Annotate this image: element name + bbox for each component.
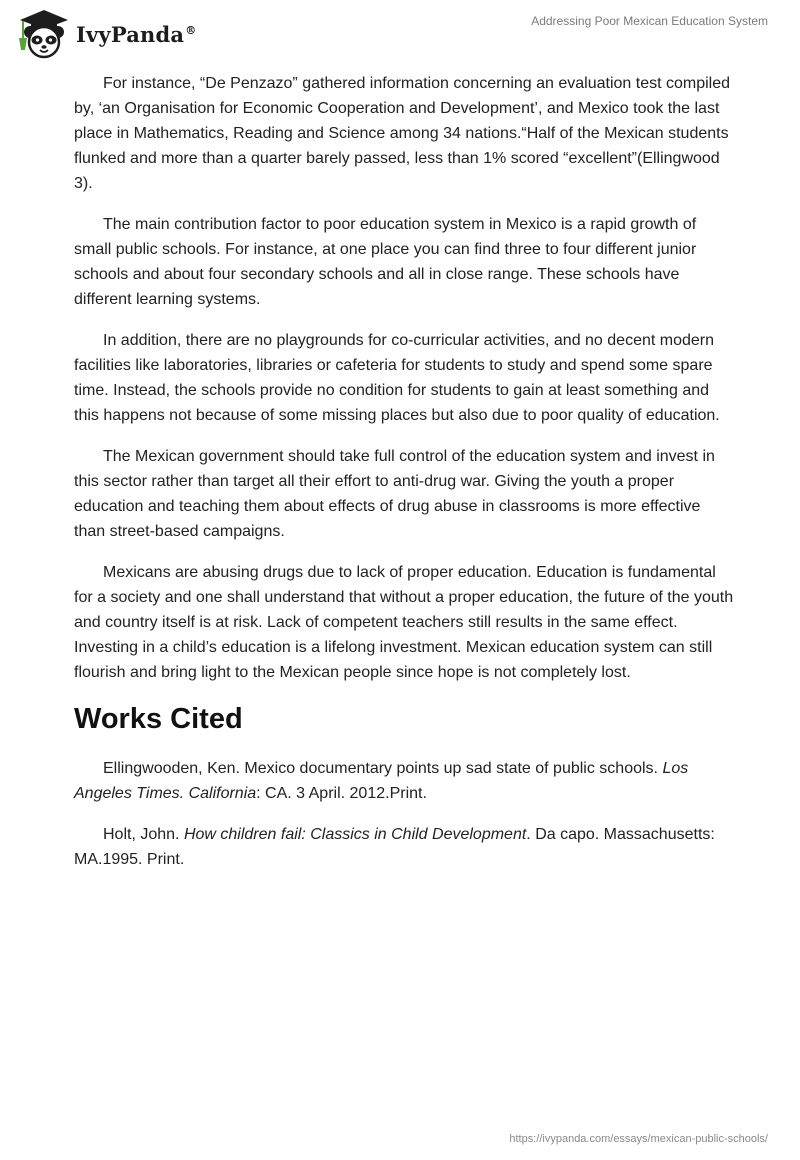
citation-entry [74,822,734,872]
essay-content [74,71,734,888]
citation-text: Ellingwooden, Ken. Mexico documentary points up sad state of public schools. [103,760,663,777]
body-paragraph: The main contribution factor to poor education system in Mexico is a rapid growth of small public schools. For instance, at one place you can find three to four different junior schools and about four secondary schools and all in close range. These schools have different learning systems. [74,216,697,308]
citation-entry [74,756,734,806]
citation-text: Holt, John. [103,826,184,843]
panda-graduate-icon [16,8,72,60]
source-url[interactable]: https://ivypanda.com/essays/mexican-public-schools/ [509,1133,768,1145]
works-cited-heading: Works Cited [74,703,243,735]
citation-source-title: Los Angeles Times. California [74,760,689,802]
citation-text: . Da capo. Massachusetts: MA.1995. Print. [74,826,715,868]
ivypanda-logo[interactable] [16,8,196,60]
page-header [0,0,800,70]
brand-name: IvyPanda® [76,21,197,47]
body-paragraph: The Mexican government should take full control of the education system and invest in this sector rather than target all their effort to anti-drug war. Giving the youth a proper education and teaching them about effects of drug abuse in classrooms is more effective than street-based campaigns. [74,448,715,540]
document-title: Addressing Poor Mexican Education System [531,14,768,28]
body-paragraph: Mexicans are abusing drugs due to lack of proper education. Education is fundamental for a society and one shall understand that without a proper education, the future of the youth and country itself is at risk. Lack of competent teachers still results in the same effect. Investing in a child’s education is a lifelong investment. Mexican education system can still flourish and bring light to the Mexican people since hope is not completely lost. [74,564,734,681]
citation-source-title: How children fail: Classics in Child Development [183,826,527,843]
registered-mark: ® [185,23,197,37]
citation-text: : CA. 3 April. 2012.Print. [256,785,427,802]
body-paragraph: In addition, there are no playgrounds for co-curricular activities, and no decent modern facilities like laboratories, libraries or cafeteria for students to study and spend some spare time. Instead, the schools provide no condition for students to gain at least something and this happens not because of some missing places but also due to poor quality of education. [74,332,720,424]
body-paragraph: For instance, “De Penzazo” gathered information concerning an evaluation test compiled by, ‘an Organisation for Economic Cooperation and Development’, and Mexico took the last place in Mathematics, Reading and Science among 34 nations.“Half of the Mexican students flunked and more than a quarter barely passed, less than 1% scored “excellent”(Ellingwood 3). [74,75,731,192]
